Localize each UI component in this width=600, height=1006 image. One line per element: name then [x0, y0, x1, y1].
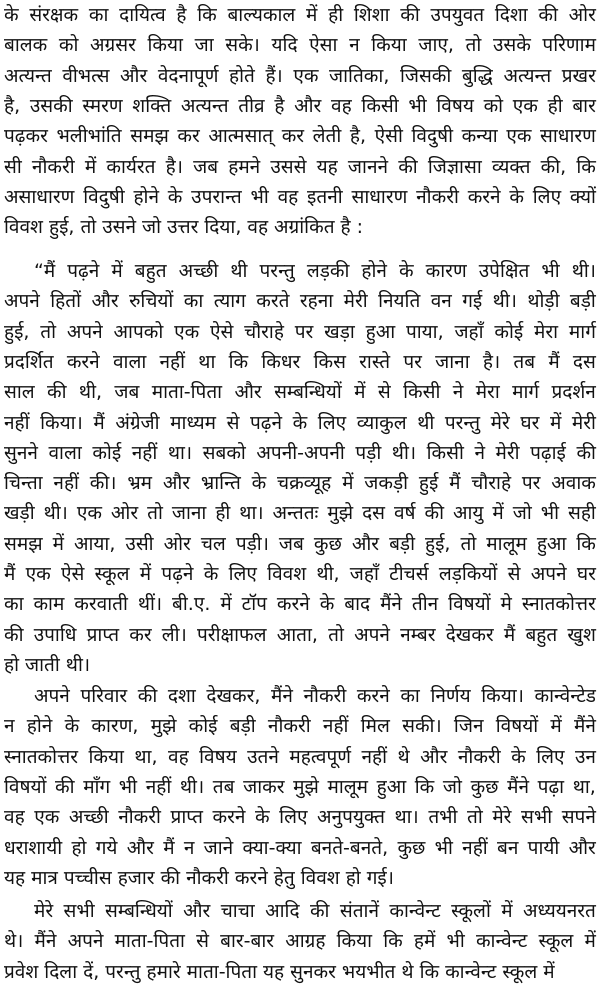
text-line: वह एक अच्छी नौकरी प्राप्त करने के लिए अनुपयुक्त था। तभी तो मेरे सभी सपने: [4, 806, 596, 829]
text-line: साल की थी, जब माता-पिता और सम्बन्धियों में से किसी ने मेरा मार्ग प्रदर्शन: [4, 381, 596, 404]
text-line: सी नौकरी में कार्यरत है। जब हमने उससे यह जानने की जिज्ञासा व्यक्त की, कि: [4, 155, 596, 178]
text-line: मैं एक ऐसे स्कूल में पढ़ने के लिए विवश थी, जहाँ टीचर्स लड़कियों से अपने घर: [4, 563, 596, 585]
text-line: “मैं पढ़ने में बहुत अच्छी थी परन्तु लड़की होने के कारण उपेक्षित भी थी।: [34, 260, 596, 282]
text-line: अपने परिवार की दशा देखकर, मैंने नौकरी करने का निर्णय किया। कान्वेन्टेड: [34, 685, 596, 707]
text-line: विषयों की माँग भी नहीं थी। तब जाकर मुझे मालूम हुआ कि जो कुछ मैंने पढ़ा था,: [4, 775, 596, 798]
text-line: विवश हुई, तो उसने जो उत्तर दिया, वह अग्रांकित है :: [4, 216, 364, 239]
text-line: अत्यन्त वीभत्स और वेदनापूर्ण होते हैं। एक जातिका, जिसकी बुद्धि अत्यन्त प्रखर: [4, 64, 596, 87]
text-line: के संरक्षक का दायित्व है कि बाल्यकाल में ही शिशा की उपयुवत दिशा की ओर: [4, 4, 596, 26]
text-line: बालक को अग्रसर किया जा सके। यदि ऐसा न किया जाए, तो उसके परिणाम: [4, 34, 596, 57]
text-line: थे। मैंने अपने माता-पिता से बार-बार आग्रह किया कि हमें भी कान्वेन्ट स्कूल में: [4, 930, 596, 953]
text-line: प्रदर्शित करने वाला नहीं था कि किधर किस रास्ते पर जाना है। तब मैं दस: [4, 350, 596, 373]
text-line: समझ में आया, उसी ओर चल पड़ी। जब कुछ और बड़ी हुई, तो मालूम हुआ कि: [4, 532, 596, 555]
text-line: असाधारण विदुषी होने के उपरान्त भी वह इतनी साधारण नौकरी करने के लिए क्यों: [4, 185, 596, 208]
text-line: अपने हितों और रुचियों का त्याग करते रहना मेरी नियति वन गई थी। थोड़ी बड़ी: [4, 290, 596, 313]
text-line: यह मात्र पच्चीस हजार की नौकरी करने हेतु विवश हो गई।: [4, 866, 394, 889]
text-line: न होने के कारण, मुझे कोई बड़ी नौकरी नहीं मिल सकी। जिन विषयों में मैंने: [4, 715, 596, 738]
text-line: सुनने वाला कोई नहीं था। सबको अपनी-अपनी पड़ी थी। किसी ने मेरी पढ़ाई की: [4, 441, 596, 464]
text-line: हो जाती थी।: [4, 653, 91, 676]
text-line: है, उसकी स्मरण शक्ति अत्यन्त तीव्र है और वह किसी भी विषय को एक ही बार: [4, 94, 596, 117]
text-line: की उपाधि प्राप्त कर ली। परीक्षाफल आता, तो अपने नम्बर देखकर मैं बहुत खुश: [4, 623, 596, 646]
text-line: नहीं किया। मैं अंग्रेजी माध्यम से पढ़ने के लिए व्याकुल थी परन्तु मेरे घर में मेरी: [4, 411, 596, 434]
text-line: मेरे सभी सम्बन्धियों और चाचा आदि की संतानें कान्वेन्ट स्कूलों में अध्ययनरत: [34, 900, 596, 922]
text-line: हुई, तो अपने आपको एक ऐसे चौराहे पर खड़ा हुआ पाया, जहाँ कोई मेरा मार्ग: [4, 320, 596, 343]
text-line: धराशायी हो गये और मैं न जाने क्या-क्या बनते-बनते, कुछ भी नहीं बन पायी और: [4, 836, 596, 859]
text-line: खड़ी थी। एक ओर तो जाना ही था। अन्ततः मुझे दस वर्ष की आयु में जो भी सही: [4, 502, 596, 525]
text-line: चिन्ता नहीं की। भ्रम और भ्रान्ति के चक्रव्यूह में जकड़ी हुई मैं चौराहे पर अवाक: [4, 472, 596, 495]
text-line: का काम करवाती थीं। बी.ए. में टॉप करने के बाद मैंने तीन विषयों मे स्नातकोत्तर: [4, 593, 596, 616]
text-line: पढ़कर भलीभांति समझ कर आत्मसात् कर लेती है, ऐसी विदुषी कन्या एक साधारण: [4, 125, 596, 148]
text-line: प्रवेश दिला दें, परन्तु हमारे माता-पिता यह सुनकर भयभीत थे कि कान्वेन्ट स्कूल में: [4, 960, 555, 983]
text-line: स्नातकोत्तर किया था, वह विषय उतने महत्वपूर्ण नहीं थे और नौकरी के लिए उन: [4, 745, 596, 768]
